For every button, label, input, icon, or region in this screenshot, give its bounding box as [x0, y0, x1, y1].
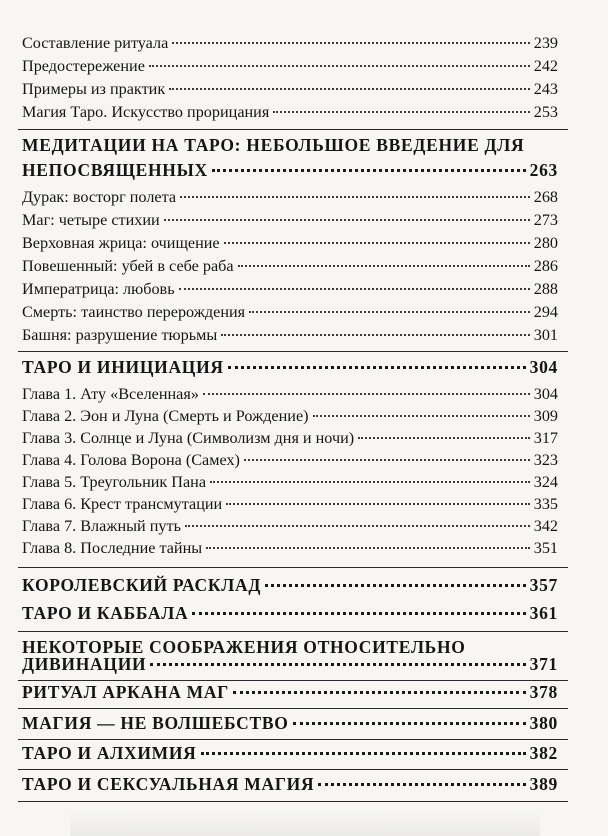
section-title: РИТУАЛ АРКАНА МАГ [22, 682, 229, 702]
toc-entry-page: 335 [533, 495, 558, 513]
toc-entry-warning[interactable] [22, 57, 558, 76]
dot-leader [150, 663, 525, 666]
toc-entry-page: 242 [533, 57, 558, 75]
toc-entry-page: 304 [533, 385, 558, 403]
dot-leader [273, 111, 529, 113]
toc-entry-title: Верховная жрица: очищение [22, 234, 220, 252]
toc-entry-chapter-8[interactable] [22, 539, 558, 558]
section-title: МАГИЯ — НЕ ВОЛШЕБСТВО [22, 713, 289, 733]
toc-entry-magician[interactable] [22, 211, 558, 230]
section-page: 378 [529, 682, 558, 702]
toc-entry-page: 323 [533, 451, 558, 469]
toc-entry-title: Магия Таро. Искусство прорицания [22, 103, 270, 121]
dot-leader [185, 525, 530, 527]
toc-entry-title: Башня: разрушение тюрьмы [22, 326, 218, 344]
page-bleed-through [70, 810, 540, 836]
toc-entry-title: Дурак: восторг полета [22, 188, 177, 206]
section-magic-not-sorcery[interactable] [22, 713, 558, 734]
section-page: 371 [529, 654, 558, 674]
section-alchemy[interactable] [22, 743, 558, 764]
section-magus-ritual[interactable] [22, 682, 558, 703]
dot-leader [249, 311, 530, 313]
toc-entry-page: 280 [533, 234, 558, 252]
toc-entry-chapter-5[interactable] [22, 473, 558, 492]
section-sexual-magic[interactable] [22, 774, 558, 795]
toc-entry-chapter-7[interactable] [22, 517, 558, 536]
toc-entry-title: Императрица: любовь [22, 280, 175, 298]
dot-leader [210, 481, 530, 483]
section-page: 389 [529, 774, 558, 794]
dot-leader [206, 547, 530, 549]
section-divider [18, 631, 568, 632]
dot-leader [212, 169, 526, 172]
section-royal-spread[interactable] [22, 575, 558, 596]
section-initiation[interactable] [22, 357, 558, 378]
dot-leader [244, 459, 530, 461]
toc-entry-title: Маг: четыре стихии [22, 211, 160, 229]
section-page: 380 [529, 713, 558, 733]
dot-leader [164, 219, 530, 221]
dot-leader [318, 783, 525, 786]
toc-entry-hanged-man[interactable] [22, 257, 558, 276]
dot-leader [313, 415, 530, 417]
toc-entry-page: 342 [533, 517, 558, 535]
toc-entry-chapter-6[interactable] [22, 495, 558, 514]
dot-leader [180, 196, 530, 198]
dot-leader [228, 366, 526, 369]
toc-entry-practice-examples[interactable] [22, 80, 558, 99]
toc-entry-page: 351 [533, 539, 558, 557]
section-title: ТАРО И АЛХИМИЯ [22, 743, 197, 763]
section-title-meditations-line2: НЕПОСВЯЩЕННЫХ [22, 160, 208, 180]
toc-entry-title: Глава 2. Эон и Луна (Смерть и Рождение) [22, 407, 309, 425]
section-page: 361 [529, 603, 558, 623]
toc-entry-tarot-magic[interactable] [22, 103, 558, 122]
section-divider [18, 708, 568, 709]
toc-entry-title: Глава 1. Ату «Вселенная» [22, 385, 199, 403]
dot-leader [201, 752, 526, 755]
toc-entry-page: 286 [533, 257, 558, 275]
section-title-divination-line1: НЕКОТОРЫЕ СООБРАЖЕНИЯ ОТНОСИТЕЛЬНО [22, 637, 466, 657]
section-divider [18, 129, 568, 130]
dot-leader [233, 691, 526, 694]
toc-entry-title: Смерть: таинство перерождения [22, 303, 246, 321]
dot-leader [265, 584, 526, 587]
dot-leader [149, 65, 530, 67]
section-divider [18, 801, 568, 802]
dot-leader [169, 88, 530, 90]
toc-entry-high-priestess[interactable] [22, 234, 558, 253]
toc-entry-page: 253 [533, 103, 558, 121]
section-kabbalah[interactable] [22, 603, 558, 624]
toc-entry-page: 324 [533, 473, 558, 491]
toc-entry-tower[interactable] [22, 326, 558, 345]
section-page: 357 [529, 575, 558, 595]
dot-leader [293, 722, 526, 725]
toc-entry-empress[interactable] [22, 280, 558, 299]
dot-leader [224, 242, 530, 244]
section-page: 263 [529, 160, 558, 180]
section-page: 304 [529, 357, 558, 377]
toc-entry-chapter-1[interactable] [22, 385, 558, 404]
section-meditations[interactable] [22, 160, 558, 181]
section-divider [18, 567, 568, 568]
dot-leader [203, 393, 530, 395]
toc-entry-page: 243 [533, 80, 558, 98]
toc-entry-title: Глава 4. Голова Ворона (Самех) [22, 451, 240, 469]
dot-leader [358, 437, 530, 439]
toc-entry-title: Предостережение [22, 57, 145, 75]
toc-entry-fool[interactable] [22, 188, 558, 207]
section-divider [18, 351, 568, 352]
toc-entry-page: 317 [533, 429, 558, 447]
dot-leader [226, 503, 530, 505]
section-title: КОРОЛЕВСКИЙ РАСКЛАД [22, 575, 262, 595]
toc-entry-title: Повешенный: убей в себе раба [22, 257, 234, 275]
toc-entry-title: Примеры из практик [22, 80, 166, 98]
section-title-meditations-line1: МЕДИТАЦИИ НА ТАРО: НЕБОЛЬШОЕ ВВЕДЕНИЕ ДЛЯ [22, 135, 525, 155]
toc-entry-death[interactable] [22, 303, 558, 322]
section-divider [18, 739, 568, 740]
toc-entry-title: Глава 3. Солнце и Луна (Символизм дня и ночи) [22, 429, 355, 447]
toc-entry-page: 273 [533, 211, 558, 229]
toc-entry-page: 268 [533, 188, 558, 206]
section-title: ТАРО И СЕКСУАЛЬНАЯ МАГИЯ [22, 774, 315, 794]
dot-leader [192, 612, 525, 615]
section-title-divination-line2: ДИВИНАЦИИ [22, 654, 147, 674]
toc-entry-ritual-composition[interactable] [22, 34, 558, 53]
toc-entry-page: 309 [533, 407, 558, 425]
toc-entry-page: 301 [533, 326, 558, 344]
toc-entry-title: Составление ритуала [22, 34, 169, 52]
section-divider [18, 680, 568, 681]
dot-leader [179, 288, 530, 290]
section-page: 382 [529, 743, 558, 763]
section-divider [18, 769, 568, 770]
toc-entry-title: Глава 7. Влажный путь [22, 517, 181, 535]
toc-entry-chapter-4[interactable] [22, 451, 558, 470]
toc-entry-page: 294 [533, 303, 558, 321]
section-title: ТАРО И КАББАЛА [22, 603, 189, 623]
toc-entry-page: 288 [533, 280, 558, 298]
dot-leader [172, 42, 529, 44]
dot-leader [238, 265, 530, 267]
toc-entry-title: Глава 8. Последние тайны [22, 539, 203, 557]
toc-entry-page: 239 [533, 34, 558, 52]
toc-entry-title: Глава 6. Крест трансмутации [22, 495, 223, 513]
toc-entry-title: Глава 5. Треугольник Пана [22, 473, 207, 491]
section-title: ТАРО И ИНИЦИАЦИЯ [22, 357, 224, 377]
toc-entry-chapter-3[interactable] [22, 429, 558, 448]
toc-entry-chapter-2[interactable] [22, 407, 558, 426]
section-divination[interactable] [22, 654, 558, 675]
dot-leader [221, 334, 530, 336]
